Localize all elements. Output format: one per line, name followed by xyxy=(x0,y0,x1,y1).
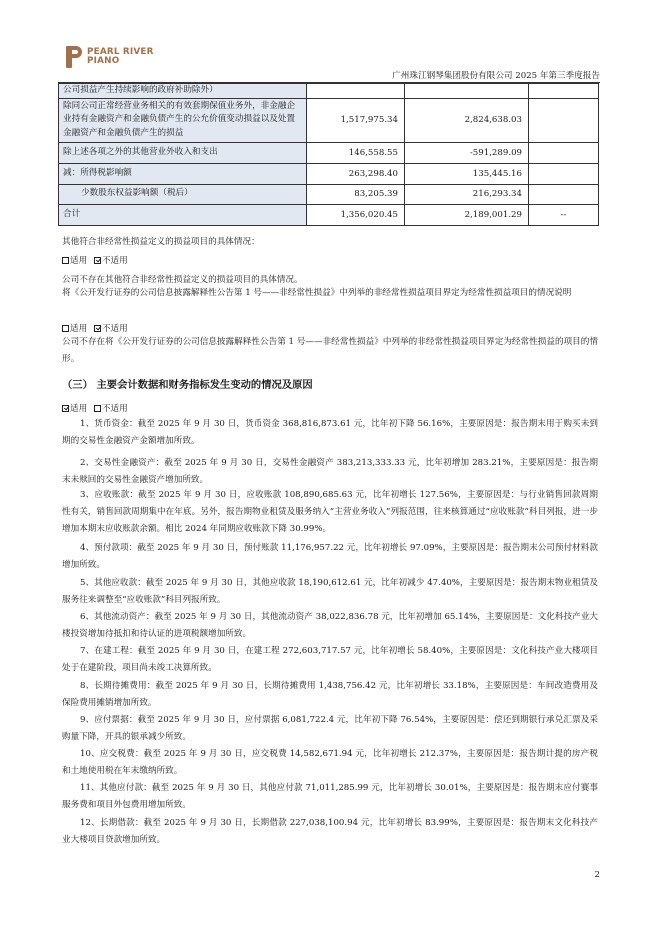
option-not-applicable: 不适用 xyxy=(101,404,128,414)
company-logo xyxy=(66,46,154,68)
row-value-ytd xyxy=(405,84,529,99)
row-label: 合计 xyxy=(59,204,307,225)
row-label: 除同公司正常经营业务相关的有效套期保值业务外，非金融企业持有金融资产和金融负债产生的公允价值变动损益以及处置金融资产和金融负债产生的损益 xyxy=(59,98,307,142)
applicability-options-3 xyxy=(62,402,128,414)
row-label: 少数股东权益影响额（税后） xyxy=(59,184,307,204)
other-items-title: 其他符合非经常性损益定义的损益项目的具体情况： xyxy=(62,237,260,247)
row-value-current xyxy=(307,84,405,99)
row-value-note xyxy=(529,184,599,204)
change-item-10: 10、应交税费：截至 2025 年 9 月 30 日，应交税费 14,582,671.94 元，比年初增长 212.37%，主要原因是：报告期计提的房产税和土地使用税在年末缴纳所致。 xyxy=(62,749,598,776)
row-label: 减：所得税影响额 xyxy=(59,163,307,184)
checkbox-checked-icon xyxy=(62,405,69,412)
change-item-5: 5、其他应收款：截至 2025 年 9 月 30 日，其他应收款 18,190,612.61 元，比年初减少 47.40%，主要原因是：报告期末物业租赁及服务往来调整至“应收账款”科目列报所致。 xyxy=(62,578,598,605)
change-item-1: 1、货币资金：截至 2025 年 9 月 30 日，货币资金 368,816,873.61 元，比年初下降 56.16%，主要原因是：报告期末用于购买未到期的交易性金融资产金额增加所致。 xyxy=(62,419,598,446)
row-value-ytd: 135,445.16 xyxy=(405,163,529,184)
table-row xyxy=(59,204,599,225)
logo-line2: PIANO xyxy=(87,56,120,66)
row-value-note xyxy=(529,84,599,99)
option-not-applicable: 不适用 xyxy=(101,324,128,334)
table-row xyxy=(59,84,599,99)
change-item-9: 9、应付票据：截至 2025 年 9 月 30 日，应付票据 6,081,722.4 元，比年初下降 76.54%，主要原因是：偿还到期银行承兑汇票及采购量下降，开具的银承减少所致。 xyxy=(62,715,598,742)
row-label: 除上述各项之外的其他营业外收入和支出 xyxy=(59,142,307,163)
row-value-note xyxy=(529,142,599,163)
logo-line1: PEARL RIVER xyxy=(87,46,154,57)
table-row xyxy=(59,98,599,142)
row-label: 公司损益产生持续影响的政府补助除外） xyxy=(59,84,307,99)
table-row xyxy=(59,163,599,184)
logo-wordmark xyxy=(87,48,154,67)
change-item-4: 4、预付款项：截至 2025 年 9 月 30 日，预付账款 11,176,957.22 元，比年初增长 97.09%，主要原因是：报告期末公司预付材料款增加所致。 xyxy=(62,543,598,570)
checkbox-icon xyxy=(62,257,69,264)
row-value-current: 146,558.55 xyxy=(307,142,405,163)
row-value-note xyxy=(529,98,599,142)
change-item-3: 3、应收账款：截至 2025 年 9 月 30 日，应收账款 108,890,685.63 元，比年初增长 127.56%，主要原因是：与行业销售回款周期性有关，销售回款周期集中在年底。另外，报告期物业租赁及服务纳入“主营业务收入”列报范围，往来核算通过“应收账款”科目列报，进一步增加本期末应收账款余额。相比 2024 年同期应收账款下降 30.99%。 xyxy=(62,490,598,534)
row-value-note xyxy=(529,163,599,184)
reclass-text: 公司不存在将《公开发行证券的公司信息披露解释性公告第 1 号——非经常性损益》中列举的非经常性损益项目界定为经常性损益的项目的情形。 xyxy=(62,337,598,364)
option-applicable: 适用 xyxy=(70,404,88,414)
row-value-current: 1,356,020.45 xyxy=(307,204,405,225)
report-title: 广州珠江钢琴集团股份有限公司 2025 年第三季度报告 xyxy=(392,71,600,81)
row-value-current: 263,298.40 xyxy=(307,163,405,184)
applicability-options-2 xyxy=(62,322,128,334)
applicability-options-1 xyxy=(62,254,128,266)
change-item-6: 6、其他流动资产：截至 2025 年 9 月 30 日，其他流动资产 38,022,836.78 元，比年初增加 65.14%，主要原因是：文化科技产业大楼投资增加待抵扣和待认证的进项税额增加所致。 xyxy=(62,612,598,639)
change-item-12: 12、长期借款：截至 2025 年 9 月 30 日，长期借款 227,038,100.94 元，比年初增长 83.99%，主要原因是：报告期末文化科技产业大楼项目贷款增加所致。 xyxy=(62,818,598,845)
section-heading: （三） 主要会计数据和财务指标发生变动的情况及原因 xyxy=(62,379,313,391)
option-not-applicable: 不适用 xyxy=(101,256,128,266)
option-applicable: 适用 xyxy=(70,256,88,266)
row-value-ytd: 216,293.34 xyxy=(405,184,529,204)
row-value-ytd: -591,289.09 xyxy=(405,142,529,163)
pearl-river-logo-icon xyxy=(66,46,83,68)
reclass-title: 将《公开发行证券的公司信息披露解释性公告第 1 号——非经常性损益》中列举的非经常性损益项目界定为经常性损益项目的情况说明 xyxy=(62,288,572,298)
non-recurring-gains-table xyxy=(58,83,599,226)
checkbox-icon xyxy=(94,405,101,412)
row-value-ytd: 2,824,638.03 xyxy=(405,98,529,142)
row-value-current: 1,517,975.34 xyxy=(307,98,405,142)
table-row xyxy=(59,184,599,204)
change-item-2: 2、交易性金融资产：截至 2025 年 9 月 30 日，交易性金融资产 383,213,333.33 元，比年初增加 283.21%，主要原因是：报告期末未赎回的交易性金融资产增加所致。 xyxy=(62,458,598,485)
change-item-8: 8、长期待摊费用：截至 2025 年 9 月 30 日，长期待摊费用 1,438,756.42 元，比年初增长 33.18%，主要原因是：车间改造费用及保险费用摊销增加所致。 xyxy=(62,681,598,708)
table-row xyxy=(59,142,599,163)
row-value-note: -- xyxy=(529,204,599,225)
checkbox-checked-icon xyxy=(94,325,101,332)
page-number: 2 xyxy=(594,870,600,880)
option-applicable: 适用 xyxy=(70,324,88,334)
change-item-7: 7、在建工程：截至 2025 年 9 月 30 日，在建工程 272,603,717.57 元，比年初增长 58.40%，主要原因是：文化科技产业大楼项目处于在建阶段，项目尚未竣工决算所致。 xyxy=(62,646,598,673)
other-items-text: 公司不存在其他符合非经常性损益定义的损益项目的具体情况。 xyxy=(62,275,303,285)
checkbox-icon xyxy=(62,325,69,332)
checkbox-checked-icon xyxy=(94,257,101,264)
change-item-11: 11、其他应付款：截至 2025 年 9 月 30 日，其他应付款 71,011,285.99 元，比年初增长 30.01%，主要原因是：报告期末应付赛事服务费和项目外包费用增加所致。 xyxy=(62,783,598,810)
row-value-ytd: 2,189,001.29 xyxy=(405,204,529,225)
row-value-current: 83,205.39 xyxy=(307,184,405,204)
